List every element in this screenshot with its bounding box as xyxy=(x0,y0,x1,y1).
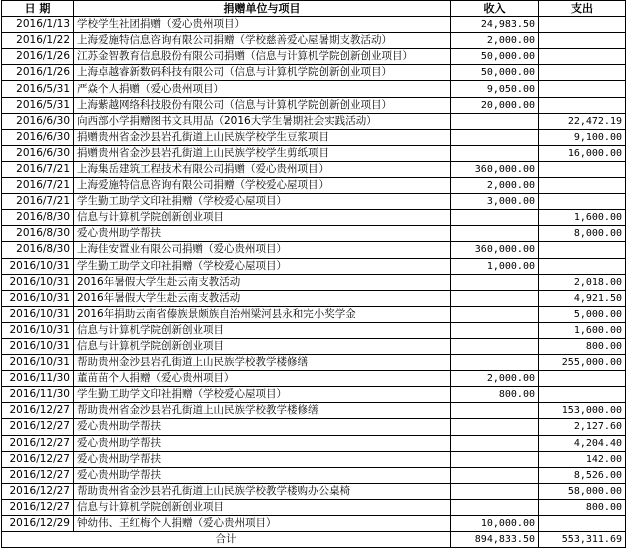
row-income xyxy=(451,499,539,515)
row-date: 2016/10/31 xyxy=(2,274,74,290)
row-expense: 800.00 xyxy=(539,338,626,354)
row-description: 学生勤工助学文印社捐赠（学校爱心屋项目） xyxy=(74,194,451,210)
row-date: 2016/10/31 xyxy=(2,258,74,274)
row-description: 上海爱施特信息咨询有限公司捐赠（学校慈善爱心屋暑期支教活动） xyxy=(74,33,451,49)
table-row xyxy=(2,226,626,242)
row-date: 2016/12/27 xyxy=(2,499,74,515)
row-date: 2016/12/27 xyxy=(2,419,74,435)
row-date: 2016/8/30 xyxy=(2,226,74,242)
row-description: 钟幼伟、王红梅个人捐赠（爱心贵州项目） xyxy=(74,516,451,532)
row-expense xyxy=(539,178,626,194)
row-date: 2016/10/31 xyxy=(2,306,74,322)
row-date: 2016/12/27 xyxy=(2,403,74,419)
row-expense xyxy=(539,516,626,532)
row-date: 2016/10/31 xyxy=(2,322,74,338)
row-expense xyxy=(539,97,626,113)
row-date: 2016/11/30 xyxy=(2,387,74,403)
row-income: 2,000.00 xyxy=(451,33,539,49)
row-date: 2016/5/31 xyxy=(2,81,74,97)
row-description: 上海集岳建筑工程技术有限公司捐赠（爱心贵州项目） xyxy=(74,161,451,177)
row-expense: 1,600.00 xyxy=(539,322,626,338)
row-description: 上海紫越网络科技股份有限公司（信息与计算机学院创新创业项目） xyxy=(74,97,451,113)
table-row xyxy=(2,65,626,81)
row-description: 学生勤工助学文印社捐赠（学校爱心屋项目） xyxy=(74,387,451,403)
row-income: 800.00 xyxy=(451,387,539,403)
row-description: 帮助贵州省金沙县岩孔街道上山民族学校教学楼购办公桌椅 xyxy=(74,483,451,499)
row-date: 2016/10/31 xyxy=(2,290,74,306)
table-row xyxy=(2,97,626,113)
row-expense: 22,472.19 xyxy=(539,113,626,129)
row-expense: 1,600.00 xyxy=(539,210,626,226)
row-income xyxy=(451,483,539,499)
row-expense: 8,526.00 xyxy=(539,467,626,483)
row-expense xyxy=(539,49,626,65)
row-income xyxy=(451,274,539,290)
row-description: 2016年暑假大学生赴云南支教活动 xyxy=(74,274,451,290)
row-income xyxy=(451,210,539,226)
row-description: 2016年捐助云南省傣族景颇族自治州梁河县永和完小奖学金 xyxy=(74,306,451,322)
table-row xyxy=(2,355,626,371)
row-date: 2016/12/27 xyxy=(2,483,74,499)
row-income xyxy=(451,435,539,451)
total-label: 合计 xyxy=(2,532,451,548)
row-date: 2016/7/21 xyxy=(2,161,74,177)
total-expense: 553,311.69 xyxy=(539,532,626,548)
row-expense xyxy=(539,387,626,403)
table-row xyxy=(2,274,626,290)
table-row xyxy=(2,322,626,338)
row-description: 董苗苗个人捐赠（爱心贵州项目） xyxy=(74,371,451,387)
row-description: 向西部小学捐赠图书文具用品（2016大学生暑期社会实践活动） xyxy=(74,113,451,129)
row-expense: 5,000.00 xyxy=(539,306,626,322)
total-row xyxy=(2,532,626,548)
row-expense xyxy=(539,258,626,274)
row-date: 2016/7/21 xyxy=(2,178,74,194)
row-expense xyxy=(539,65,626,81)
row-expense xyxy=(539,161,626,177)
row-description: 捐赠贵州省金沙县岩孔街道上山民族学校学生豆浆项目 xyxy=(74,129,451,145)
row-expense: 153,000.00 xyxy=(539,403,626,419)
table-row xyxy=(2,113,626,129)
row-expense: 2,127.60 xyxy=(539,419,626,435)
header-description: 捐赠单位与项目 xyxy=(74,1,451,17)
table-row xyxy=(2,242,626,258)
row-date: 2016/10/31 xyxy=(2,338,74,354)
table-row xyxy=(2,306,626,322)
row-date: 2016/8/30 xyxy=(2,210,74,226)
header-expense: 支出 xyxy=(539,1,626,17)
table-row xyxy=(2,161,626,177)
row-date: 2016/10/31 xyxy=(2,355,74,371)
table-row xyxy=(2,81,626,97)
table-row xyxy=(2,145,626,161)
table-row xyxy=(2,33,626,49)
row-expense xyxy=(539,33,626,49)
table-row xyxy=(2,451,626,467)
row-description: 爱心贵州助学帮扶 xyxy=(74,451,451,467)
row-description: 爱心贵州助学帮扶 xyxy=(74,435,451,451)
row-description: 爱心贵州助学帮扶 xyxy=(74,467,451,483)
row-expense xyxy=(539,17,626,33)
row-date: 2016/6/30 xyxy=(2,145,74,161)
row-income xyxy=(451,113,539,129)
table-row xyxy=(2,387,626,403)
row-date: 2016/1/22 xyxy=(2,33,74,49)
row-expense xyxy=(539,194,626,210)
row-description: 信息与计算机学院创新创业项目 xyxy=(74,210,451,226)
row-income xyxy=(451,290,539,306)
row-income: 50,000.00 xyxy=(451,49,539,65)
row-expense: 2,018.00 xyxy=(539,274,626,290)
table-row xyxy=(2,129,626,145)
row-expense xyxy=(539,81,626,97)
row-income xyxy=(451,226,539,242)
table-row xyxy=(2,338,626,354)
table-row xyxy=(2,17,626,33)
row-description: 爱心贵州助学帮扶 xyxy=(74,419,451,435)
ledger-table xyxy=(1,0,626,548)
row-description: 帮助贵州金沙县岩孔街道上山民族学校教学楼修缮 xyxy=(74,355,451,371)
row-income xyxy=(451,306,539,322)
row-expense: 16,000.00 xyxy=(539,145,626,161)
table-row xyxy=(2,516,626,532)
row-date: 2016/12/27 xyxy=(2,451,74,467)
row-income xyxy=(451,403,539,419)
row-income xyxy=(451,145,539,161)
row-date: 2016/8/30 xyxy=(2,242,74,258)
row-date: 2016/12/29 xyxy=(2,516,74,532)
row-description: 学生勤工助学文印社捐赠（学校爱心屋项目） xyxy=(74,258,451,274)
table-row xyxy=(2,483,626,499)
row-expense: 8,000.00 xyxy=(539,226,626,242)
row-description: 上海爱施特信息咨询有限公司捐赠（学校爱心屋项目） xyxy=(74,178,451,194)
row-income xyxy=(451,467,539,483)
row-income: 3,000.00 xyxy=(451,194,539,210)
row-income: 9,050.00 xyxy=(451,81,539,97)
row-expense: 58,000.00 xyxy=(539,483,626,499)
row-expense: 142.00 xyxy=(539,451,626,467)
row-income xyxy=(451,129,539,145)
table-row xyxy=(2,467,626,483)
row-income xyxy=(451,338,539,354)
row-income: 1,000.00 xyxy=(451,258,539,274)
table-row xyxy=(2,419,626,435)
row-income xyxy=(451,451,539,467)
row-description: 信息与计算机学院创新创业项目 xyxy=(74,338,451,354)
table-row xyxy=(2,49,626,65)
row-description: 捐赠贵州省金沙县岩孔街道上山民族学校学生剪纸项目 xyxy=(74,145,451,161)
row-date: 2016/6/30 xyxy=(2,113,74,129)
row-expense xyxy=(539,242,626,258)
row-description: 信息与计算机学院创新创业项目 xyxy=(74,499,451,515)
row-income: 360,000.00 xyxy=(451,161,539,177)
row-income: 50,000.00 xyxy=(451,65,539,81)
row-income xyxy=(451,322,539,338)
row-income: 2,000.00 xyxy=(451,178,539,194)
row-income xyxy=(451,355,539,371)
row-date: 2016/1/13 xyxy=(2,17,74,33)
header-income: 收入 xyxy=(451,1,539,17)
row-description: 爱心贵州助学帮扶 xyxy=(74,226,451,242)
row-expense: 9,100.00 xyxy=(539,129,626,145)
total-income: 894,833.50 xyxy=(451,532,539,548)
row-date: 2016/5/31 xyxy=(2,97,74,113)
row-expense: 800.00 xyxy=(539,499,626,515)
ledger-body xyxy=(2,17,626,532)
header-date: 日 期 xyxy=(2,1,74,17)
row-expense: 255,000.00 xyxy=(539,355,626,371)
row-income: 360,000.00 xyxy=(451,242,539,258)
row-income: 20,000.00 xyxy=(451,97,539,113)
table-row xyxy=(2,178,626,194)
row-income xyxy=(451,419,539,435)
table-row xyxy=(2,194,626,210)
row-description: 帮助贵州省金沙县岩孔街道上山民族学校教学楼修缮 xyxy=(74,403,451,419)
row-description: 上海卓越睿新数码科技有限公司（信息与计算机学院创新创业项目） xyxy=(74,65,451,81)
row-income: 10,000.00 xyxy=(451,516,539,532)
row-expense xyxy=(539,371,626,387)
table-row xyxy=(2,290,626,306)
row-description: 2016年暑假大学生赴云南支教活动 xyxy=(74,290,451,306)
table-row xyxy=(2,258,626,274)
row-expense: 4,204.40 xyxy=(539,435,626,451)
row-date: 2016/1/26 xyxy=(2,65,74,81)
row-date: 2016/12/27 xyxy=(2,467,74,483)
row-income: 24,983.50 xyxy=(451,17,539,33)
row-expense: 4,921.50 xyxy=(539,290,626,306)
table-row xyxy=(2,210,626,226)
row-description: 上海佳安置业有限公司捐赠（爱心贵州项目） xyxy=(74,242,451,258)
table-row xyxy=(2,403,626,419)
row-description: 信息与计算机学院创新创业项目 xyxy=(74,322,451,338)
row-income: 2,000.00 xyxy=(451,371,539,387)
row-date: 2016/7/21 xyxy=(2,194,74,210)
row-date: 2016/6/30 xyxy=(2,129,74,145)
row-description: 学校学生社团捐赠（爱心贵州项目） xyxy=(74,17,451,33)
row-description: 江苏金智教育信息股份有限公司捐赠（信息与计算机学院创新创业项目） xyxy=(74,49,451,65)
row-date: 2016/11/30 xyxy=(2,371,74,387)
table-row xyxy=(2,371,626,387)
header-row xyxy=(2,1,626,17)
row-date: 2016/12/27 xyxy=(2,435,74,451)
table-row xyxy=(2,499,626,515)
row-date: 2016/1/26 xyxy=(2,49,74,65)
row-description: 严焱个人捐赠（爱心贵州项目） xyxy=(74,81,451,97)
table-row xyxy=(2,435,626,451)
